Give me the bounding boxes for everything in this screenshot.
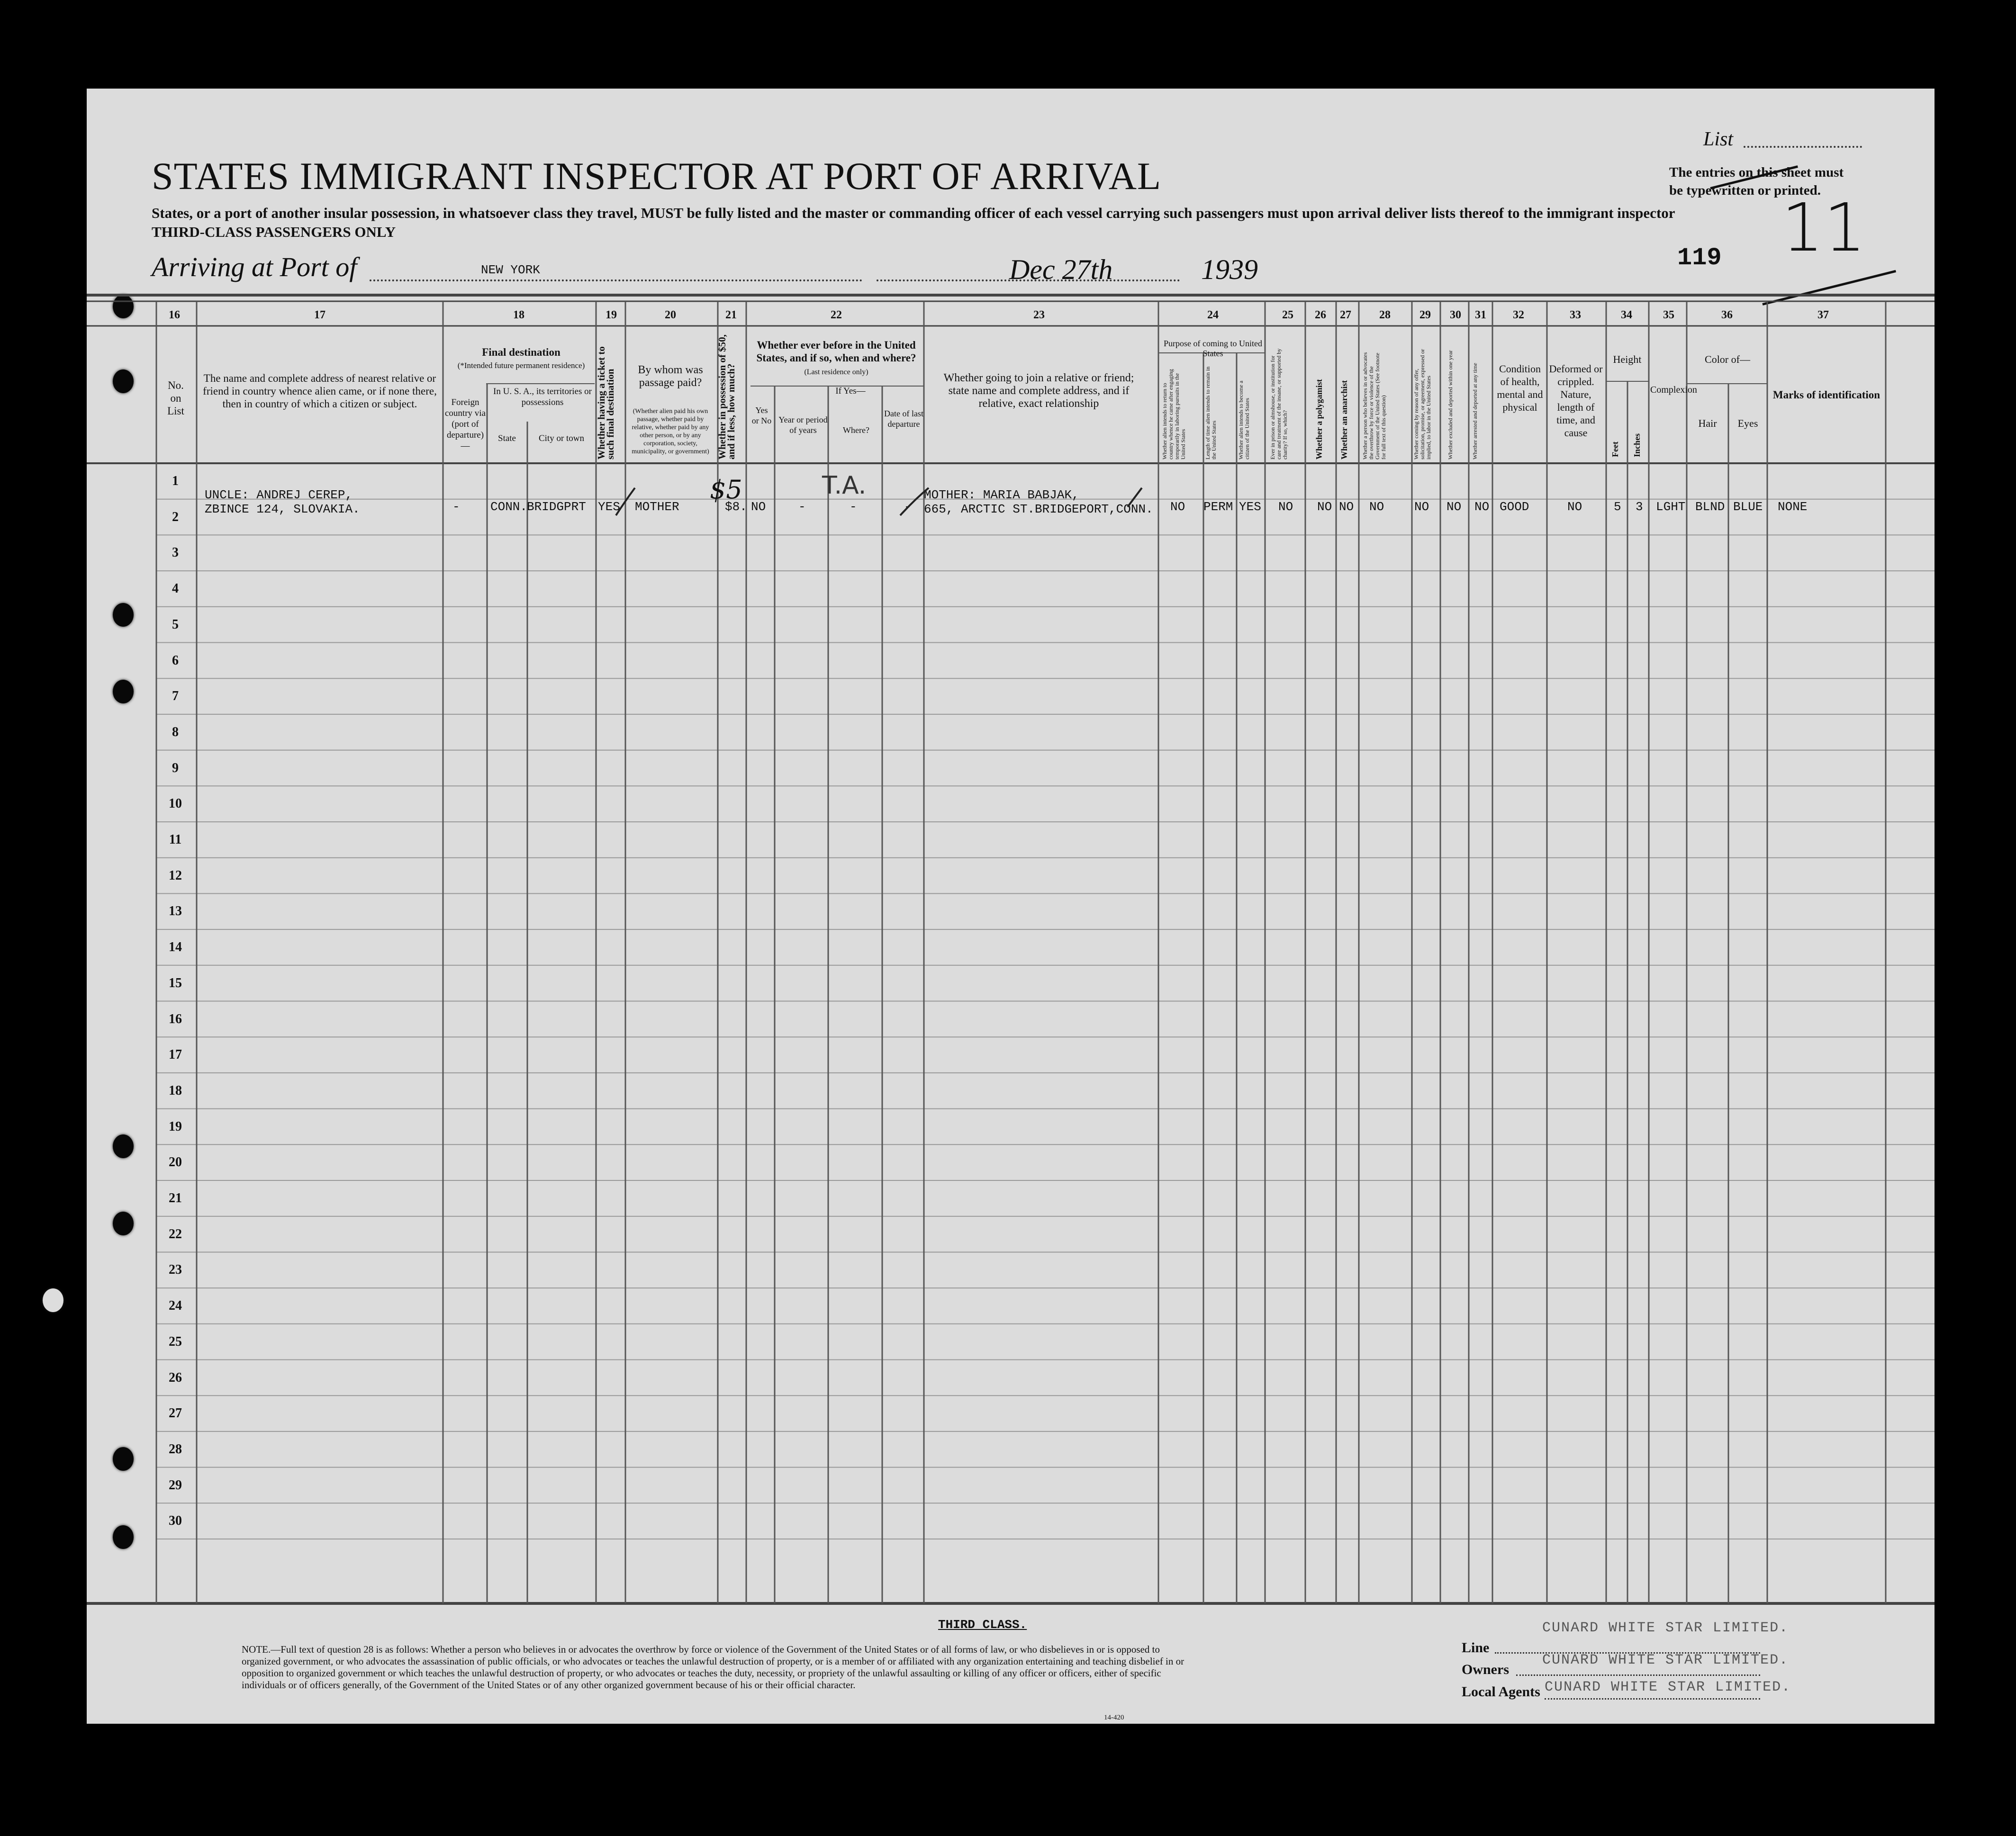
header-yes-no: Yes or No [751,405,772,425]
form-id: 14-420 [1104,1714,1124,1721]
footer-class-label: THIRD CLASS. [938,1618,1027,1632]
column-number: 16 [169,309,180,321]
row-number: 16 [169,1011,182,1026]
cell-inches: 3 [1636,500,1643,514]
column-number: 17 [314,309,325,321]
header-money: Whether in possession of $50, and if less, how much? [716,334,737,459]
column-number: 19 [606,309,617,321]
row-number: 1 [172,474,179,488]
port-value: NEW YORK [481,263,540,277]
cell-purpose-length: PERM [1203,500,1233,514]
cell-health: GOOD [1500,500,1529,514]
header-excluded: Whether excluded and deported within one year [1447,350,1454,459]
cell-offer: NO [1414,500,1429,514]
arrival-year: 1939 [1201,254,1258,285]
row-number: 19 [169,1119,182,1134]
header-deformed: Deformed or crippled. Nature, length of time, and cause [1549,363,1603,439]
cell-ticket: YES [598,500,620,514]
cell-where: - [850,500,857,514]
cell-anarchist: NO [1339,500,1354,514]
header-purpose: Purpose of coming to United States [1164,339,1262,358]
arriving-label: Arriving at Port of [152,252,357,282]
footer-note: NOTE.—Full text of question 28 is as follows: Whether a person who believes in or advocates the overthrow by force or violence of the Government of the United States or of all forms of law, or who disbelieves in or is opposed to organized government, or who advocates the assassination of public officials, or who advocates or teaches the unlawful destruction of property, or is a member of or affiliated with any organization entertaining and teaching disbelief in or opposition to organized government or which teaches the unlawful destruction of property, or who advocates or teaches the duty, necessity, or propriety of the unlawful assaulting or killing of any officer or officers, either of specific individuals or of officers generally, of the Government of the United States or of any other organized government because of his or their official character. [242,1644,1184,1691]
cell-purpose-return: NO [1170,500,1185,514]
row-number: 23 [169,1262,182,1278]
cell-before-yes-no: NO [751,500,766,514]
column-number: 26 [1315,309,1326,321]
header-final-destination: Final destination [482,346,561,358]
cell-hair: BLND [1695,500,1725,514]
column-number: 24 [1207,309,1219,321]
cell-deformed: NO [1567,500,1582,514]
column-number: 18 [513,309,524,321]
header-passage-paid: By whom was passage paid? [638,364,703,389]
column-number: 29 [1419,309,1431,321]
header-hair: Hair [1698,417,1717,429]
agents-field [1545,1698,1760,1700]
row-number: 14 [169,940,182,955]
column-number: 25 [1282,309,1293,321]
header-in-usa: In U. S. A., its territories or possessions [493,387,592,407]
header-offer: Whether coming by reason of any offer, solicitation, promise, or agreement, expressed or implied, to labor in the United States [1413,349,1432,459]
list-label: List [1703,128,1734,150]
row-number: 17 [169,1047,182,1062]
header-relative-address: The name and complete address of nearest relative or friend in country whence alien came, or if none there, then in country of which a citizen or subject. [203,372,437,410]
row-number: 2 [172,509,179,524]
header-if-yes: If Yes— [835,386,866,396]
cell-excluded: NO [1446,500,1462,514]
header-feet: Feet [1610,441,1620,457]
column-number: 22 [831,309,842,321]
row-number: 27 [169,1406,182,1421]
header-purpose-return: Whether alien intends to return to country whence he came after engaging temporarily in laboring pursuits in the United States [1161,369,1186,459]
header-ticket: Whether having a ticket to such final destination [596,346,616,459]
column-number: 36 [1721,309,1733,321]
cell-purpose-citizen: YES [1239,500,1261,514]
header-state: State [498,433,516,443]
row-number: 18 [169,1083,182,1098]
cell-polygamist: NO [1317,500,1332,514]
column-number: 34 [1621,309,1632,321]
row-number: 15 [169,975,182,990]
header-city: City or town [538,433,585,443]
header-period: Year or period of years [778,415,828,435]
row-number: 29 [169,1477,182,1493]
cell-date-departure: - [904,500,912,514]
column-number: 35 [1663,309,1674,321]
row-number: 28 [169,1441,182,1457]
cell-arrested: NO [1474,500,1490,514]
owners-label: Owners [1462,1662,1509,1677]
form-title: STATES IMMIGRANT INSPECTOR AT PORT OF ARRIVAL [152,154,1162,198]
row-number: 24 [169,1298,182,1314]
cell-prison: NO [1278,500,1293,514]
header-arrested: Whether arrested and deported at any time [1472,363,1478,459]
header-height: Height [1613,353,1642,365]
sheet-number: 119 [1677,244,1722,272]
header-join-relative: Whether going to join a relative or friend; state name and complete address, and if relative, exact relationship [943,372,1134,410]
header-marks: Marks of identification [1772,389,1880,401]
cell-relative-line1: UNCLE: ANDREJ CEREP, [205,488,353,502]
cell-where-handwritten: T.A. [822,471,867,500]
cell-feet: 5 [1614,500,1621,514]
header-no-on-list: No. on List [167,379,184,417]
column-number: 27 [1340,309,1351,321]
column-number: 33 [1570,309,1581,321]
header-passage-paid-sub: (Whether alien paid his own passage, whether paid by relative, whether paid by any other person, or by any corporation, society, municipality, or government) [632,408,709,455]
cell-eyes: BLUE [1733,500,1763,514]
agents-stamp: CUNARD WHITE STAR LIMITED. [1545,1679,1791,1695]
cell-money: $8. [725,500,747,514]
column-number: 37 [1817,309,1829,321]
class-line: THIRD-CLASS PASSENGERS ONLY [152,224,396,240]
arrival-date: Dec 27th [1009,254,1113,285]
header-anarchist: Whether an anarchist [1339,380,1349,459]
handwritten-number: 11 [1781,189,1866,267]
cell-complexion: LGHT [1656,500,1686,514]
form-subtitle: States, or a port of another insular possession, in whatsoever class they travel, MUST be fully listed and the master or commanding officer of each vessel carrying such passengers must upon arrival deliver lists thereof to the immigrant inspector [152,205,1675,221]
column-number: 20 [665,309,676,321]
row-number: 21 [169,1191,182,1206]
row-number: 11 [169,832,182,847]
cell-paid-by: MOTHER [635,500,679,514]
row-number: 20 [169,1155,182,1170]
owners-stamp: CUNARD WHITE STAR LIMITED. [1542,1652,1789,1668]
row-number: 13 [169,904,182,919]
row-number: 3 [172,545,179,560]
cell-foreign-country: - [452,500,460,514]
header-where: Where? [843,425,869,435]
row-number: 30 [169,1513,182,1529]
row-number: 22 [169,1226,182,1242]
header-polygamist: Whether a polygamist [1314,379,1324,459]
cell-join-line1: MOTHER: MARIA BABJAK, [924,488,1079,502]
owners-field [1516,1674,1760,1676]
cell-state: CONN. [490,500,528,514]
row-number: 10 [169,796,182,811]
header-ever-before: Whether ever before in the United States, and if so, when and where? [756,339,916,364]
header-foreign-country: Foreign country via (port of departure)— [444,397,486,451]
header-date-departure: Date of last departure [884,409,923,429]
agents-label: Local Agents [1462,1684,1540,1700]
header-prison: Ever in prison or almshouse, or institution for care and treatment of the insane, or supported by charity? If so, which? [1269,348,1288,459]
column-number: 30 [1450,309,1461,321]
cell-period: - [798,500,806,514]
column-number: 31 [1475,309,1486,321]
row-number: 8 [172,724,179,739]
line-label: Line [1462,1640,1490,1656]
row-number: 5 [172,617,179,632]
header-ever-before-sub: (Last residence only) [804,368,868,376]
header-eyes: Eyes [1737,417,1758,429]
cell-join-line2: 665, ARCTIC ST.BRIDGEPORT,CONN. [924,502,1153,516]
header-final-destination-sub: (*Intended future permanent residence) [457,361,585,370]
row-number: 7 [172,689,179,704]
header-purpose-citizen: Whether alien intends to become a citizen of the United States [1238,380,1250,459]
header-overthrow: Whether a person who believes in or advocates the overthrow by force or violence of the Government of the United States (See footnote for full text of this question) [1362,352,1387,459]
row-number: 12 [169,868,182,883]
header-purpose-length: Length of time alien intends to remain in the United States [1204,366,1217,459]
typed-note-line-2: be typewritten or printed. [1669,183,1821,198]
column-number: 28 [1379,309,1391,321]
header-complexion: Complexion [1650,385,1697,395]
column-number: 21 [725,309,737,321]
typed-note-line-1: The entries on this sheet must [1669,165,1844,180]
cell-relative-line2: ZBINCE 124, SLOVAKIA. [205,502,360,516]
row-number: 25 [169,1334,182,1349]
column-number: 23 [1033,309,1045,321]
row-number: 4 [172,581,179,596]
cell-city: BRIDGPRT [527,500,586,514]
column-number: 32 [1513,309,1524,321]
header-inches: Inches [1632,433,1642,457]
cell-money-handwritten: $5 [710,475,742,504]
row-number: 26 [169,1370,182,1385]
row-number: 6 [172,653,179,668]
header-color-of: Color of— [1705,353,1750,365]
line-stamp: CUNARD WHITE STAR LIMITED. [1542,1620,1789,1636]
header-health: Condition of health, mental and physical [1497,363,1543,413]
cell-marks: NONE [1778,500,1808,514]
cell-overthrow: NO [1369,500,1384,514]
row-number: 9 [172,760,179,775]
